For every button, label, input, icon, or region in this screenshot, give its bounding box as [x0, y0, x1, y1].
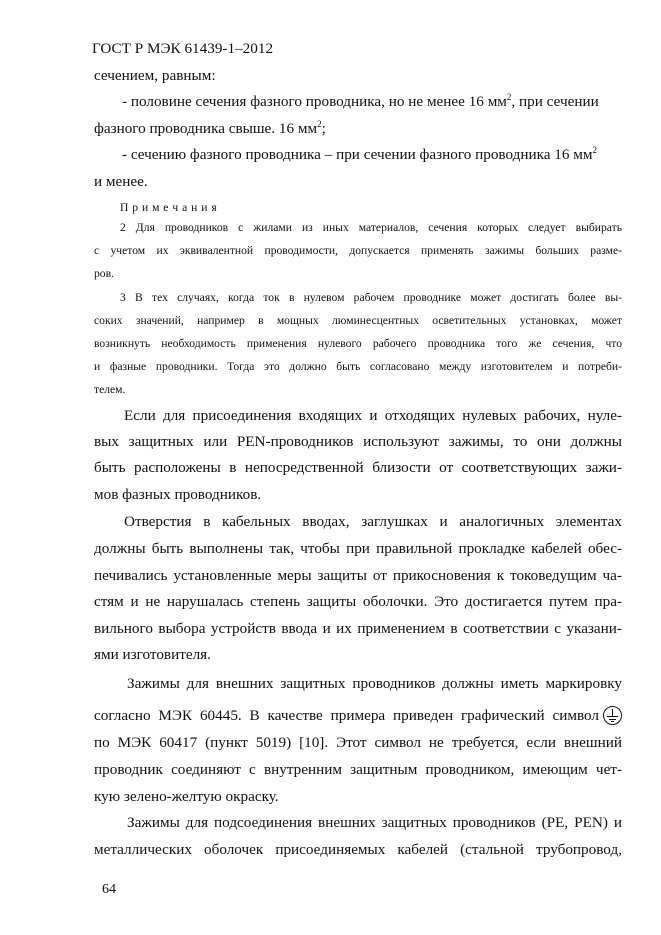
paragraph-line: вильного выбора устройств ввода и их применением в соответствии с указани-: [94, 620, 622, 637]
note-line: и фазные проводники. Тогда это должно быть согласовано между изготовителем и потреби-: [94, 360, 622, 373]
paragraph-line: печивались установленные меры защиты от прикосновения к токоведущим ча-: [94, 567, 622, 584]
list-item-1-line-2: фазного проводника свыше. 16 $мм^2$;: [94, 119, 326, 137]
paragraph-line: Зажимы для подсоединения внешних защитных проводников (PE, PEN) и: [127, 814, 622, 831]
document-header: ГОСТ Р МЭК 61439-1–2012: [92, 40, 274, 57]
paragraph-line: должны быть выполнены так, чтобы при правильной прокладке кабелей обес-: [94, 540, 622, 557]
list-item-2-line-2: и менее.: [94, 173, 148, 190]
note-line: ров.: [94, 267, 114, 280]
paragraph-line: металлических оболочек присоединяемых кабелей (стальной трубопровод,: [94, 841, 622, 858]
note-line: телем.: [94, 383, 126, 396]
notes-title: П р и м е ч а н и я: [120, 201, 218, 214]
note-line: 2 Для проводников с жилами из иных материалов, сечения которых следует выбирать: [120, 221, 622, 234]
paragraph-line: мов фазных проводников.: [94, 486, 262, 503]
paragraph-line: стям и не нарушалась степень защиты оболочки. Это достигается путем пра-: [94, 593, 622, 610]
paragraph-line: проводник соединяют с внутренним защитным проводником, имеющим чет-: [94, 761, 622, 778]
list-item-1-line-1: - половине сечения фазного проводника, но не менее 16 $мм^2$, при сечении: [122, 92, 599, 110]
text-line: сечением, равным:: [94, 67, 216, 84]
note-line: с учетом их эквивалентной проводимости, допускается применять зажимы больших разме-: [94, 244, 622, 257]
paragraph-line: по МЭК 60417 (пункт 5019) [10]. Этот символ не требуется, если внешний: [94, 734, 622, 751]
note-line: 3 В тех случаях, когда ток в нулевом рабочем проводнике может достигать более вы-: [120, 291, 622, 304]
paragraph-line: быть расположены в непосредственной близости от соответствующих зажи-: [94, 459, 622, 476]
paragraph-line: Если для присоединения входящих и отходящих нулевых рабочих, нуле-: [124, 407, 622, 424]
paragraph-text: согласно МЭК 60445. В качестве примера приведен графический символ: [94, 706, 599, 724]
note-line: соких значений, например в мощных люминесцентных осветительных установках, может: [94, 314, 622, 327]
paragraph-line: кую зелено-желтую окраску.: [94, 788, 279, 805]
paragraph-line: Отверстия в кабельных вводах, заглушках и аналогичных элементах: [124, 513, 622, 530]
paragraph-line-with-symbol: [94, 706, 622, 725]
paragraph-line: ями изготовителя.: [94, 646, 211, 663]
protective-earth-icon: [603, 706, 622, 725]
paragraph-line: вых защитных или PEN-проводников используют зажимы, то они должны: [94, 433, 622, 450]
list-item-2-line-1: - сечению фазного проводника – при сечении фазного проводника 16 $мм^2$: [122, 145, 598, 163]
note-line: возникнуть необходимость применения нулевого рабочего проводника того же сечения, что: [94, 337, 622, 350]
paragraph-line: Зажимы для внешних защитных проводников должны иметь маркировку: [127, 675, 622, 692]
page-number: 64: [102, 882, 116, 897]
